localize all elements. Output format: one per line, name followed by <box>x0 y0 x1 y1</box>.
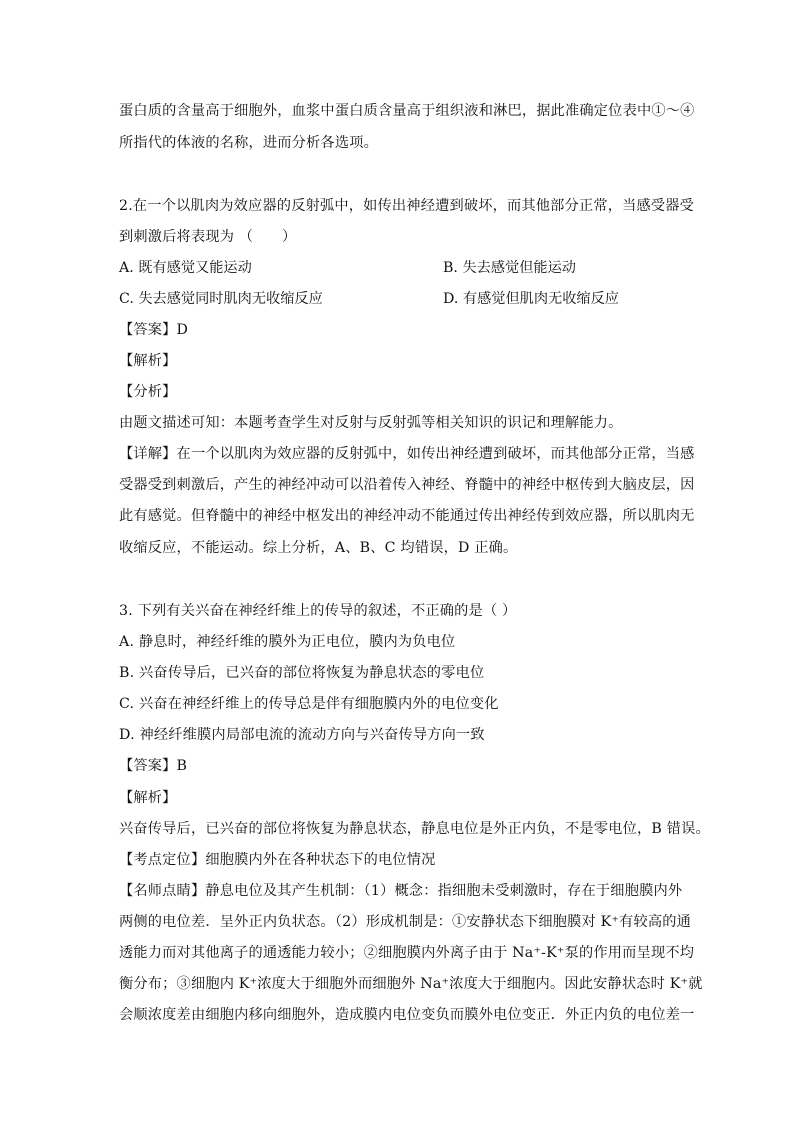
intro-line-2: 所指代的体液的名称，进而分析各选项。 <box>119 135 378 151</box>
q2-option-d: D. 有感觉但肌肉无收缩反应 <box>443 291 619 307</box>
q2-option-c: C. 失去感觉同时肌肉无收缩反应 <box>119 291 323 307</box>
q2-detail-line-2: 受器受到刺激后，产生的神经冲动可以沿着传入神经、脊髓中的神经中枢传到大脑皮层，因 <box>119 477 695 493</box>
q3-option-b: B. 兴奋传导后，已兴奋的部位将恢复为静息状态的零电位 <box>119 665 485 681</box>
q2-answer: 【答案】D <box>119 322 189 338</box>
q3-option-c: C. 兴奋在神经纤维上的传导总是伴有细胞膜内外的电位变化 <box>119 696 499 712</box>
q3-stem: 3. 下列有关兴奋在神经纤维上的传导的叙述，不正确的是（ ） <box>119 603 517 619</box>
intro-line-1: 蛋白质的含量高于细胞外，血浆中蛋白质含量高于组织液和淋巴，据此准确定位表中①～④ <box>119 103 695 119</box>
q3-option-a: A. 静息时，神经纤维的膜外为正电位，膜内为负电位 <box>119 634 456 650</box>
q3-kaodian: 【考点定位】细胞膜内外在各种状态下的电位情况 <box>119 852 436 868</box>
q2-analyze-label: 【分析】 <box>119 384 177 400</box>
q2-stem-line-2: 到刺激后将表现为 （ ） <box>119 229 297 245</box>
q3-mingshi-line-5: 会顺浓度差由细胞内移向细胞外，造成膜内电位变负而膜外电位变正．外正内负的电位差一 <box>119 1007 695 1023</box>
q2-analysis-label: 【解析】 <box>119 353 177 369</box>
q2-option-b: B. 失去感觉但能运动 <box>443 260 576 276</box>
q2-option-a: A. 既有感觉又能运动 <box>119 260 252 276</box>
q2-detail-line-1: 【详解】在一个以肌肉为效应器的反射弧中，如传出神经遭到破坏，而其他部分正常，当感 <box>119 446 695 462</box>
q2-analyze-text: 由题文描述可知：本题考查学生对反射与反射弧等相关知识的识记和理解能力。 <box>119 415 623 431</box>
q2-detail-line-4: 收缩反应，不能运动。综上分析，A、B、C 均错误，D 正确。 <box>119 540 518 556</box>
q3-answer: 【答案】B <box>119 758 188 774</box>
q3-mingshi-line-4: 衡分布；③细胞内 K⁺浓度大于细胞外而细胞外 Na⁺浓度大于细胞内。因此安静状态时 K⁺就 <box>119 976 703 992</box>
q3-analysis-text: 兴奋传导后，已兴奋的部位将恢复为静息状态，静息电位是外正内负，不是零电位，B 错误。 <box>119 821 710 837</box>
q3-mingshi-line-2: 两侧的电位差．呈外正内负状态。（2）形成机制是：①安静状态下细胞膜对 K⁺有较高的通 <box>119 914 692 930</box>
q3-mingshi-line-3: 透能力而对其他离子的通透能力较小；②细胞膜内外离子由于 Na⁺-K⁺泵的作用而呈现不均 <box>119 945 695 961</box>
q3-option-d: D. 神经纤维膜内局部电流的流动方向与兴奋传导方向一致 <box>119 727 485 743</box>
q3-mingshi-line-1: 【名师点睛】静息电位及其产生机制：（1）概念：指细胞未受刺激时，存在于细胞膜内外 <box>119 883 683 899</box>
q3-analysis-label: 【解析】 <box>119 790 177 806</box>
q2-detail-line-3: 此有感觉。但脊髓中的神经中枢发出的神经冲动不能通过传出神经传到效应器，所以肌肉无 <box>119 508 695 524</box>
q2-stem-line-1: 2.在一个以肌肉为效应器的反射弧中，如传出神经遭到破坏，而其他部分正常，当感受器受 <box>119 198 695 214</box>
